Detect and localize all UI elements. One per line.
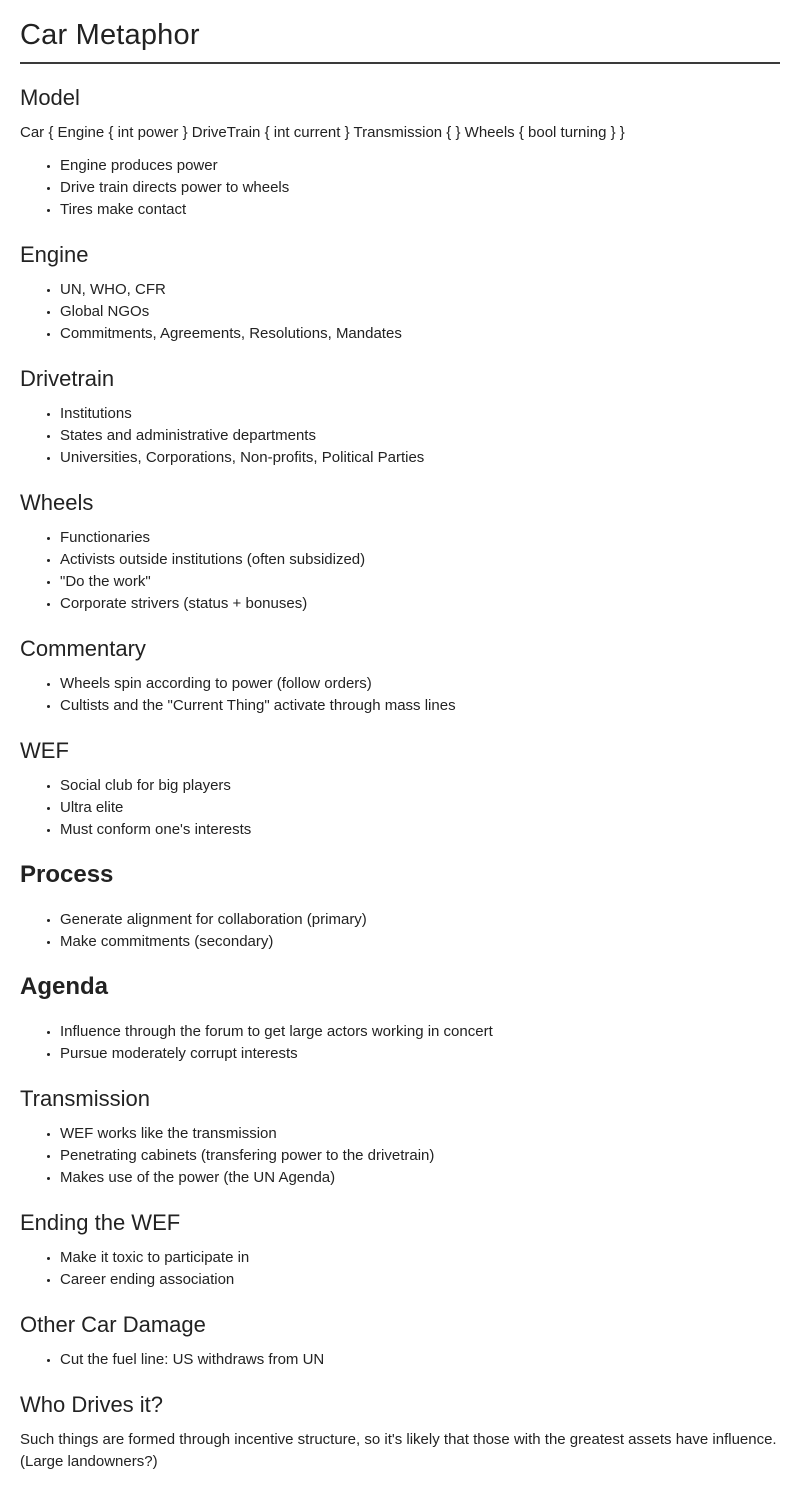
section-paragraph: Car { Engine { int power } DriveTrain { int current } Transmission { } Wheels { bool turning } } bbox=[20, 124, 625, 141]
bullet-item: • Influence through the forum to get large actors working in concert bbox=[60, 1021, 780, 1043]
bullet-list bbox=[20, 279, 780, 345]
section-heading: Transmission bbox=[20, 1085, 150, 1111]
bullet-item: • Pursue moderately corrupt interests bbox=[60, 1043, 780, 1065]
bullet-item: • WEF works like the transmission bbox=[60, 1123, 780, 1145]
section-heading: Commentary bbox=[20, 636, 146, 661]
bullet-list bbox=[20, 1021, 780, 1065]
bullet-item: • Global NGOs bbox=[60, 301, 780, 323]
bullet-item: • States and administrative departments bbox=[60, 425, 780, 447]
bullet-item: • Cut the fuel line: US withdraws from UN bbox=[60, 1349, 780, 1371]
bullet-item: • Functionaries bbox=[60, 527, 780, 549]
section-heading: Ending the WEF bbox=[20, 1209, 181, 1235]
section-heading: Other Car Damage bbox=[20, 1311, 206, 1337]
bullet-item: • Penetrating cabinets (transfering power to the drivetrain) bbox=[60, 1145, 780, 1167]
bullet-list bbox=[20, 527, 780, 615]
bullet-item: • Makes use of the power (the UN Agenda) bbox=[60, 1167, 780, 1189]
bullet-item: • Generate alignment for collaboration (primary) bbox=[60, 909, 780, 931]
bullet-list bbox=[20, 1123, 780, 1189]
bullet-item: • UN, WHO, CFR bbox=[60, 279, 780, 301]
document-section bbox=[20, 635, 780, 717]
section-heading: Process bbox=[20, 860, 114, 888]
section-heading: Drivetrain bbox=[20, 366, 115, 391]
bullet-item: • Social club for big players bbox=[60, 775, 780, 797]
section-heading: WEF bbox=[20, 738, 69, 763]
bullet-item: • Make it toxic to participate in bbox=[60, 1247, 780, 1269]
bullet-item: • Wheels spin according to power (follow orders) bbox=[60, 673, 780, 695]
bullet-item: • Activists outside institutions (often subsidized) bbox=[60, 549, 780, 571]
bullet-list bbox=[20, 775, 780, 841]
section-heading: Agenda bbox=[20, 972, 109, 1000]
page-title: Car Metaphor bbox=[20, 18, 780, 64]
document-section bbox=[20, 84, 780, 221]
bullet-item: • Corporate strivers (status + bonuses) bbox=[60, 593, 780, 615]
bullet-item: • Career ending association bbox=[60, 1269, 780, 1291]
bullet-item: • Must conform one's interests bbox=[60, 819, 780, 841]
document-section bbox=[20, 365, 780, 469]
document-section bbox=[20, 1391, 780, 1473]
bullet-item: • Commitments, Agreements, Resolutions, Mandates bbox=[60, 323, 780, 345]
document-section bbox=[20, 489, 780, 615]
bullet-item: • Engine produces power bbox=[60, 155, 780, 177]
sections-container bbox=[20, 84, 780, 1473]
section-heading: Model bbox=[20, 85, 80, 110]
document-section bbox=[20, 241, 780, 345]
section-heading: Who Drives it? bbox=[20, 1391, 164, 1417]
section-heading: Engine bbox=[20, 242, 89, 267]
bullet-list bbox=[20, 155, 780, 221]
document-section bbox=[20, 973, 780, 1065]
section-paragraph: Such things are formed through incentive structure, so it's likely that those with the greatest assets have influence. (Large landowners?) bbox=[20, 1430, 777, 1470]
document-section bbox=[20, 1311, 780, 1371]
bullet-item: • "Do the work" bbox=[60, 571, 780, 593]
bullet-item: • Tires make contact bbox=[60, 199, 780, 221]
bullet-list bbox=[20, 909, 780, 953]
bullet-item: • Drive train directs power to wheels bbox=[60, 177, 780, 199]
document-section bbox=[20, 1209, 780, 1291]
bullet-list bbox=[20, 1247, 780, 1291]
bullet-item: • Universities, Corporations, Non-profits, Political Parties bbox=[60, 447, 780, 469]
bullet-list bbox=[20, 403, 780, 469]
bullet-item: • Cultists and the "Current Thing" activate through mass lines bbox=[60, 695, 780, 717]
document-section bbox=[20, 861, 780, 953]
bullet-item: • Make commitments (secondary) bbox=[60, 931, 780, 953]
document-section bbox=[20, 737, 780, 841]
bullet-list bbox=[20, 1349, 780, 1371]
bullet-list bbox=[20, 673, 780, 717]
document-section bbox=[20, 1085, 780, 1189]
bullet-item: • Ultra elite bbox=[60, 797, 780, 819]
section-heading: Wheels bbox=[20, 490, 94, 515]
bullet-item: • Institutions bbox=[60, 403, 780, 425]
